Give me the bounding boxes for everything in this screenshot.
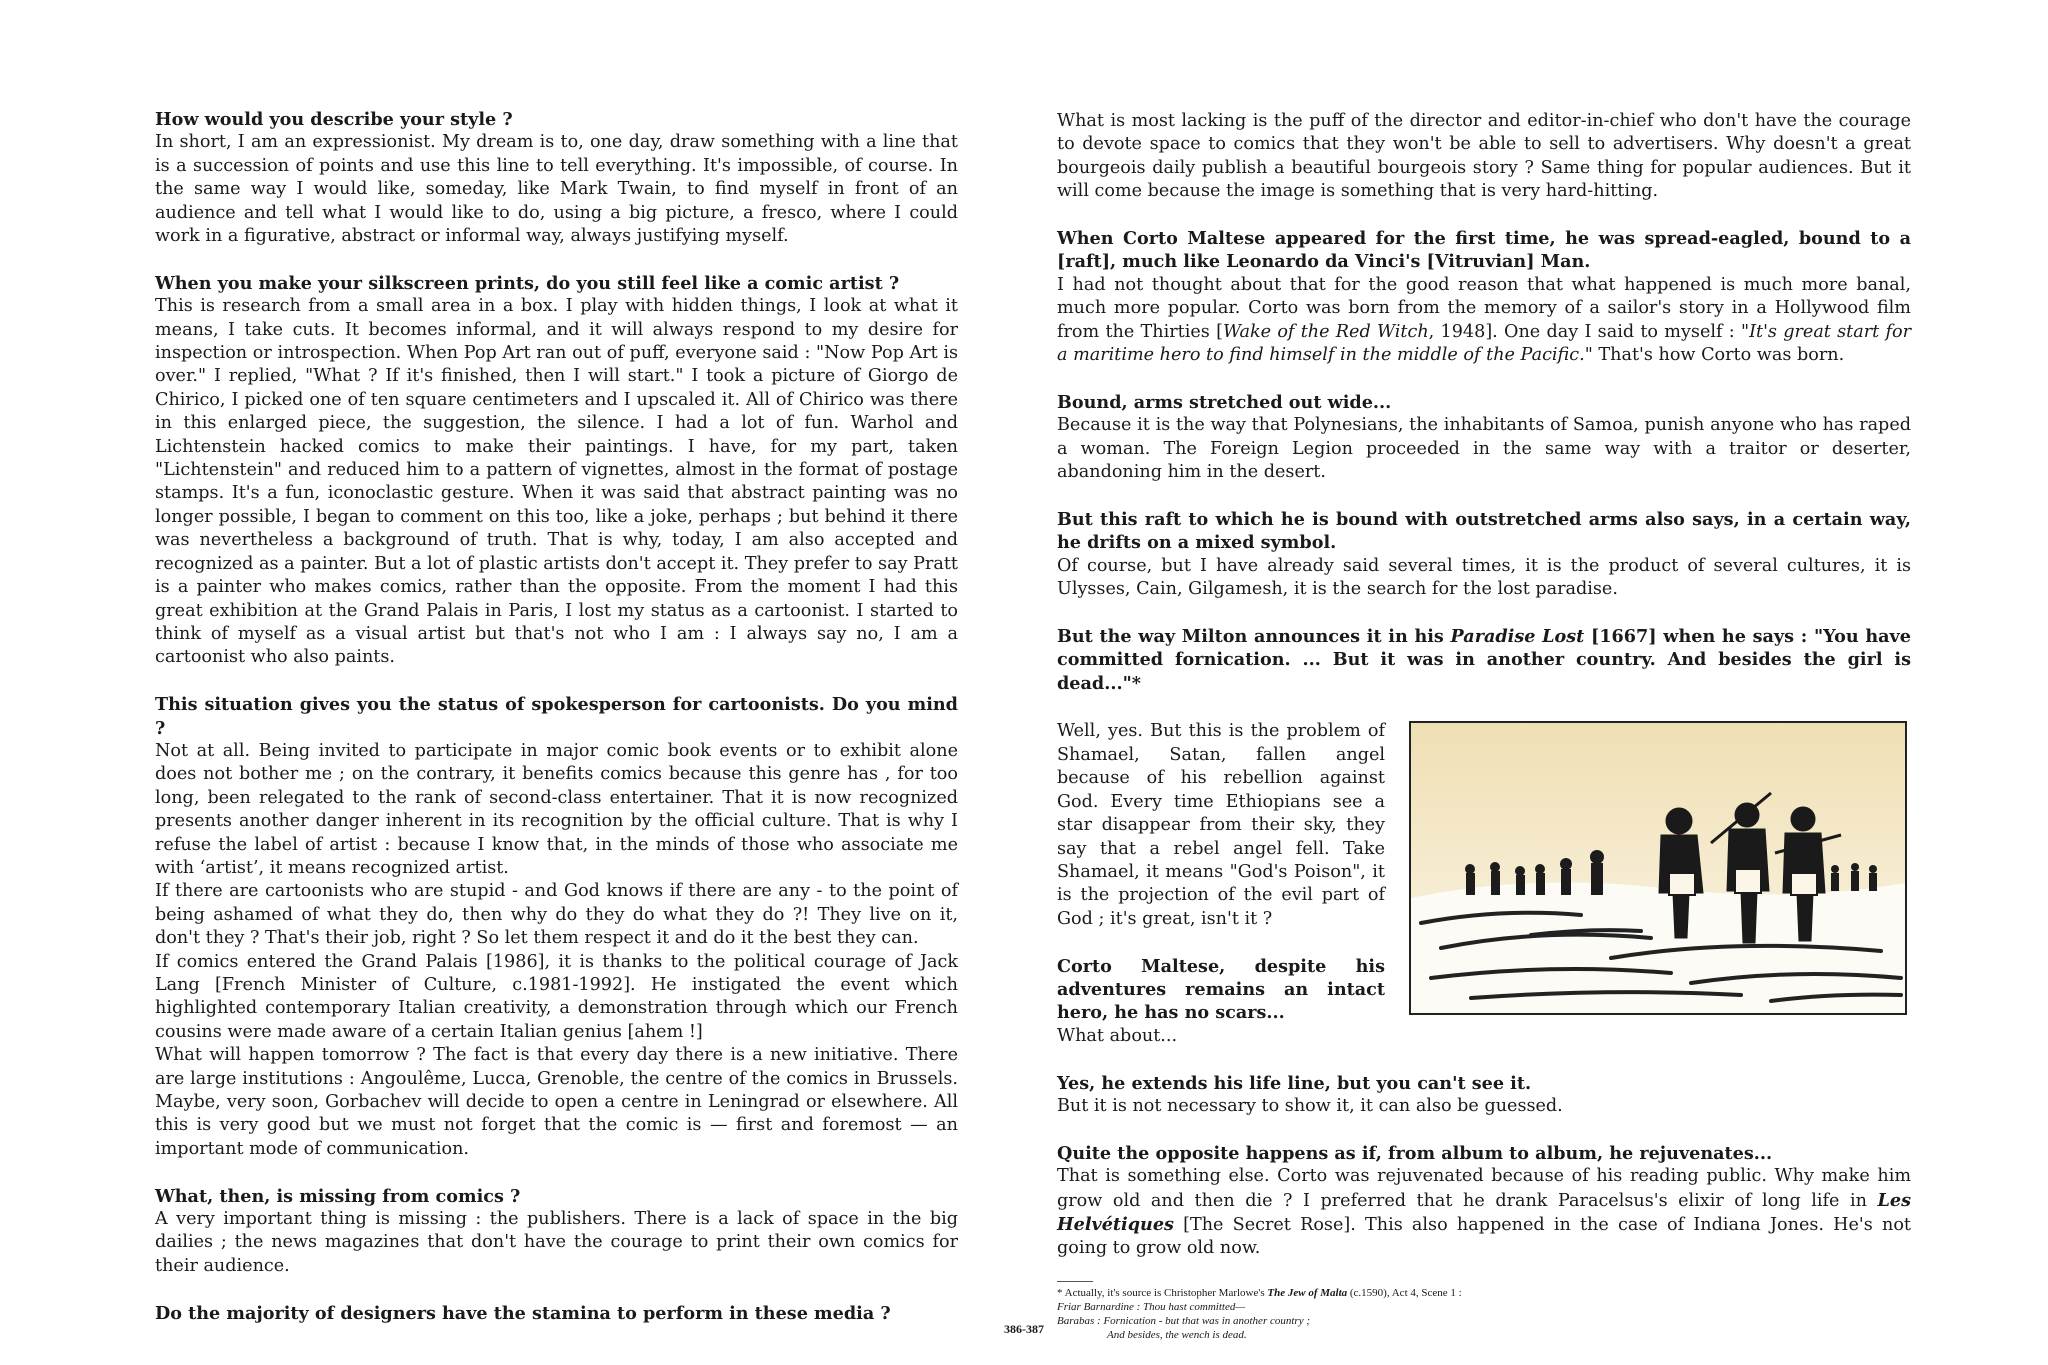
question-intact-hero: Corto Maltese, despite his adventures remains an intact hero, he has no scars... [1057, 955, 1385, 1024]
question-rejuvenates: Quite the opposite happens as if, from album to album, he rejuvenates... [1057, 1142, 1773, 1164]
answer-intact-hero: What about... [1057, 1025, 1178, 1046]
left-column [155, 108, 958, 1325]
question-bound: Bound, arms stretched out wide... [1057, 391, 1392, 413]
answer-style: In short, I am an expressionist. My dream is to, one day, draw something with a line that is a succession of points and use this line to tell everything. It's impossible, of course. In the same way I would like, someday, like Mark Twain, to find myself in front of an audience and tell what I would like to do, using a big picture, a fresco, where I could work in a figurative, abstract or informal way, always justifying myself. [155, 132, 958, 247]
answer-rejuvenates: That is something else. Corto was rejuvenated because of his reading public. Why make him grow old and then die ? I preferred that he drank Paracelsus's elixir of long life in Les Helvétiques [The Secret Rose]. This also happened in the case of Indiana Jones. He's not going to grow old now. [1057, 1166, 1911, 1259]
answer-silkscreen: This is research from a small area in a box. I play with hidden things, I look at what it means, I take cuts. It becomes informal, and it will always respond to my desire for inspection or introspection. When Pop Art ran out of puff, everyone said : "Now Pop Art is over." I replied, "What ? If it's finished, then I will start." I took a picture of Giorgo de Chirico, I picked one of ten square centimeters and I upscaled it. All of Chirico was there in this enlarged piece, the suggestion, the silence. I had a lot of fun. Warhol and Lichtenstein hacked comics to make their paintings. I have, for my part, taken "Lichtenstein" and reduced him to a pattern of vignettes, almost in the format of postage stamps. It's a fun, iconoclastic gesture. When it was said that abstract painting was no longer possible, I began to comment on this too, like a joke, perhaps ; but behind it there was nevertheless a background of truth. That is why, today, I am also accepted and recognized as a painter. But a lot of plastic artists don't accept it. They prefer to say Pratt is a painter who makes comics, rather than the opposite. From the moment I had this great exhibition at the Grand Palais in Paris, I lost my status as a cartoonist. I started to think of myself as a visual artist but that's not who I am : I always say no, I am a cartoonist who also paints. [155, 296, 958, 668]
question-corto-first: When Corto Maltese appeared for the first time, he was spread-eagled, bound to a [raft], much like Leonardo da Vinci's [Vitruvian] Man. [1057, 228, 1911, 273]
footnote-line-3: Barabas : Fornication - but that was in another country ; [1057, 1314, 1310, 1327]
answer-spokesperson-3: If comics entered the Grand Palais [1986], it is thanks to the political courage of Jack Lang [French Minister of Culture, c.1981-1992]. He instigated the event which highlighted contemporary Italian creativity, a demonstration through which our French cousins were made aware of a certain Italian genius [ahem !] [155, 951, 958, 1042]
question-style: How would you describe your style ? [155, 109, 513, 130]
question-life-line: Yes, he extends his life line, but you can't see it. [1057, 1072, 1532, 1094]
answer-missing: A very important thing is missing : the publishers. There is a lack of space in the big dailies ; the news magazines that don't have the courage to print their own comics for their audience. [155, 1209, 958, 1276]
figure-row [1057, 720, 1911, 1048]
answer-spokesperson-2: If there are cartoonists who are stupid - and God knows if there are any - to the point of being ashamed of what they do, then why do they do what they do ?! They live on it, don't they ? That's their job, right ? So let them respect it and do it the best they can. [155, 881, 958, 949]
question-milton: But the way Milton announces it in his Paradise Lost [1667] when he says : "You have committed fornication. ... But it was in another country. And besides the girl is dead..."* [1057, 625, 1911, 694]
answer-shamael: Well, yes. But this is the problem of Shamael, Satan, fallen angel because of his rebellion against God. Every time Ethiopians see a star disappear from their sky, they say that a rebel angel fell. Take Shamael, it means "God's Poison", it is the projection of the evil part of God ; it's great, isn't it ? [1057, 721, 1385, 929]
question-silkscreen: When you make your silkscreen prints, do you still feel like a comic artist ? [155, 272, 900, 294]
question-missing: What, then, is missing from comics ? [155, 1185, 521, 1207]
answer-life-line: But it is not necessary to show it, it can also be guessed. [1057, 1095, 1563, 1116]
question-spokesperson: This situation gives you the status of spokesperson for cartoonists. Do you mind ? [155, 694, 958, 739]
question-stamina: Do the majority of designers have the stamina to perform in these media ? [155, 1302, 891, 1324]
page-number: 386-387 [1004, 1322, 1044, 1336]
footnote-line-1: * Actually, it's source is Christopher Marlowe's The Jew of Malta (c.1590), Act 4, Scene 1 : [1057, 1286, 1462, 1299]
right-column [1057, 110, 1911, 1342]
intro-paragraph: What is most lacking is the puff of the director and editor-in-chief who don't have the courage to devote space to comics that they won't be able to sell to advertisers. Why doesn't a great bourgeois daily publish a beautiful bourgeois story ? Same thing for popular audiences. But it will come because the image is something that is very hard-hitting. [1057, 111, 1911, 202]
answer-raft: Of course, but I have already said several times, it is the product of several cultures, it is Ulysses, Cain, Gilgamesh, it is the search for the lost paradise. [1057, 555, 1911, 600]
footnote-line-2: Friar Barnardine : Thou hast committed— [1057, 1300, 1246, 1313]
answer-corto-first: I had not thought about that for the good reason that what happened is much more banal, much more popular. Corto was born from the memory of a sailor's story in a Hollywood film from the Thirties [Wake of the Red Witch, 1948]. One day I said to myself : "It's great start for a maritime hero to find himself in the middle of the Pacific." That's how Corto was born. [1057, 274, 1912, 366]
comic-panel-illustration [1409, 721, 1907, 1015]
figure-text-column [1057, 720, 1385, 1048]
answer-bound: Because it is the way that Polynesians, the inhabitants of Samoa, punish anyone who has raped a woman. The Foreign Legion proceeded in the same way with a traitor or deserter, abandoning him in the desert. [1057, 415, 1911, 483]
question-raft: But this raft to which he is bound with outstretched arms also says, in a certain way, he drifts on a mixed symbol. [1057, 508, 1911, 554]
answer-spokesperson-1: Not at all. Being invited to participate in major comic book events or to exhibit alone does not bother me ; on the contrary, it benefits comics because this genre has , for too long, been relegated to the rank of second-class entertainer. That it is now recognized presents another danger inherent in its recognition by the official culture. That is why I refuse the label of artist : because I know that, in the minds of those who associate me with ‘artist’, it means recognized artist. [155, 740, 958, 878]
footnote-rule [1057, 1281, 1093, 1282]
footnote-line-4: And besides, the wench is dead. [1107, 1328, 1247, 1341]
answer-spokesperson-4: What will happen tomorrow ? The fact is that every day there is a new initiative. There are large institutions : Angoulême, Lucca, Grenoble, the centre of the comics in Brussels. Maybe, very soon, Gorbachev will decide to open a centre in Leningrad or elsewhere. All this is very good but we must not forget that the comic is — first and foremost — an important mode of communication. [155, 1045, 958, 1159]
